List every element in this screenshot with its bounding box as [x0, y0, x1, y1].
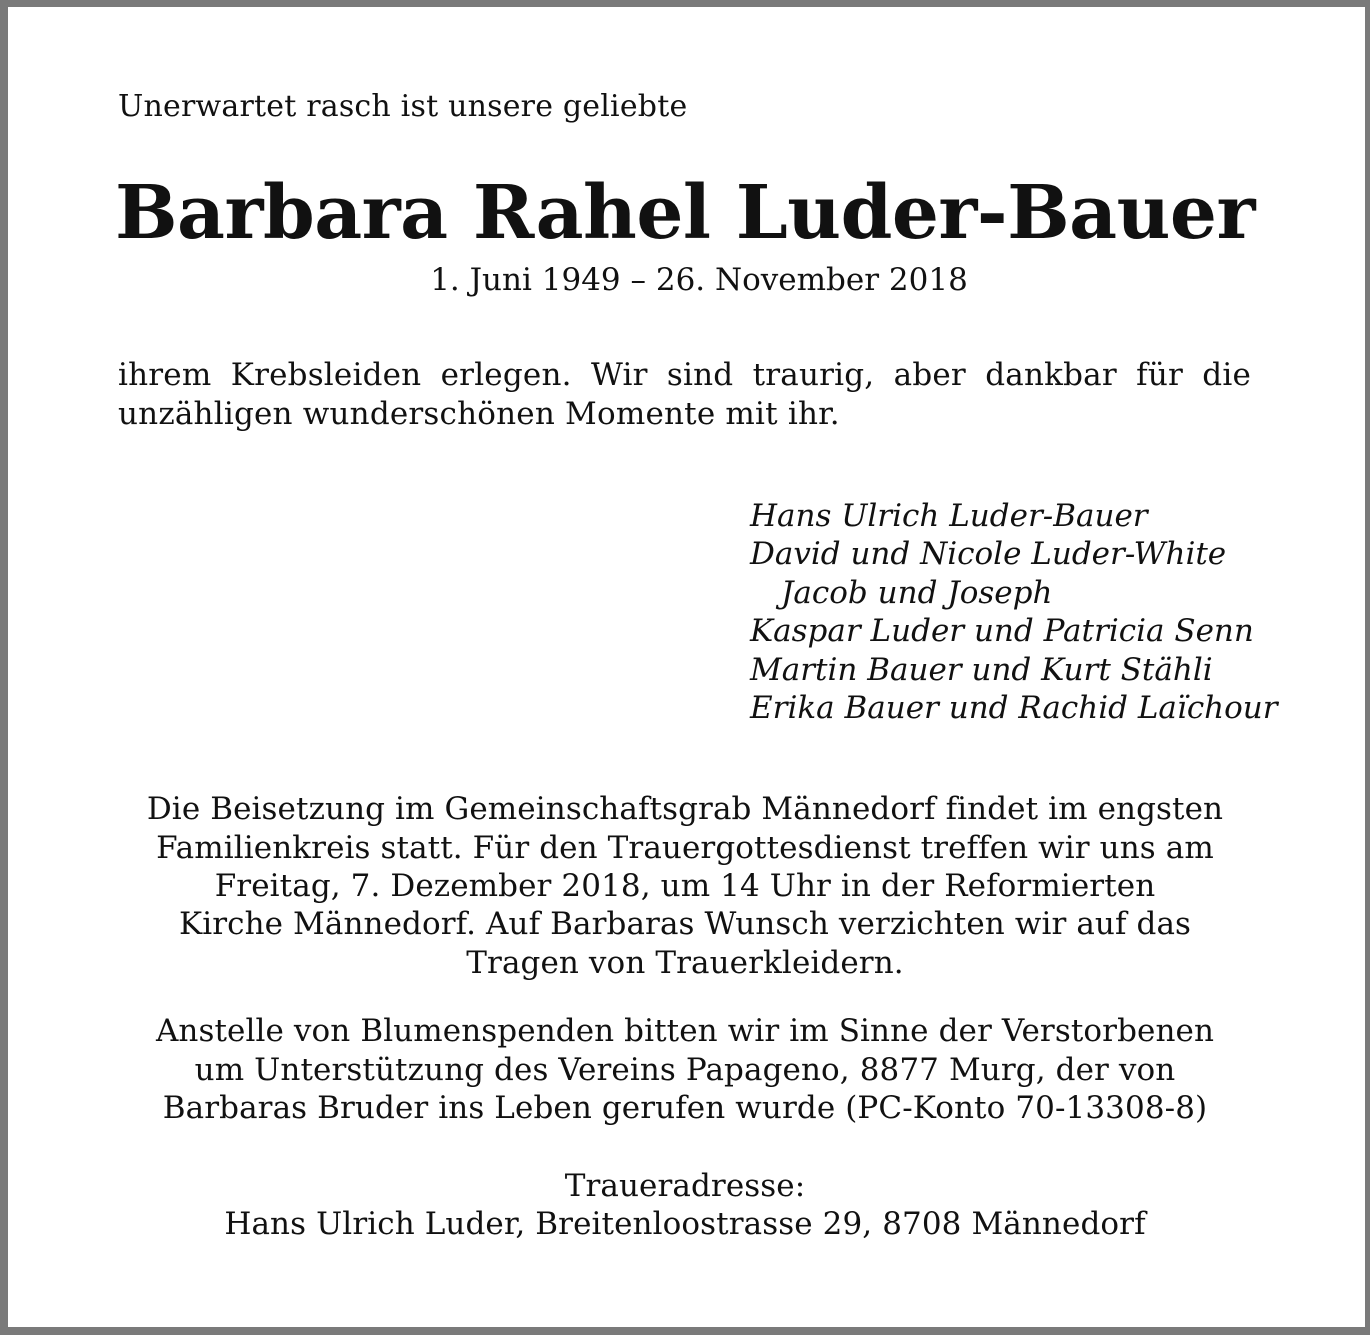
family-member: Jacob und Joseph	[781, 575, 1053, 611]
burial-line: Freitag, 7. Dezember 2018, um 14 Uhr in der Reformierten	[214, 868, 1156, 904]
burial-line: Tragen von Trauerkleidern.	[466, 945, 904, 981]
donation-line: Barbaras Bruder ins Leben gerufen wurde (PC-Konto 70-13308-8)	[162, 1090, 1208, 1126]
message-line: unzähligen wunderschönen Momente mit ihr.	[118, 396, 840, 432]
mourning-address: Hans Ulrich Luder, Breitenloostrasse 29, 8708 Männedorf	[224, 1206, 1146, 1242]
burial-line: Familienkreis statt. Für den Trauergottesdienst treffen wir uns am	[156, 830, 1214, 866]
life-dates: 1. Juni 1949 – 26. November 2018	[430, 262, 968, 298]
message-line: ihrem Krebsleiden erlegen. Wir sind traurig, aber dankbar für die	[118, 357, 1251, 393]
family-member: Martin Bauer und Kurt Stähli	[750, 652, 1213, 688]
address-label: Traueradresse:	[564, 1168, 806, 1204]
burial-line: Kirche Männedorf. Auf Barbaras Wunsch verzichten wir auf das	[178, 906, 1192, 942]
family-member: Hans Ulrich Luder-Bauer	[750, 498, 1148, 534]
burial-line: Die Beisetzung im Gemeinschaftsgrab Männedorf findet im engsten	[146, 791, 1224, 827]
family-member: Erika Bauer und Rachid Laïchour	[750, 690, 1278, 726]
family-member: Kaspar Luder und Patricia Senn	[750, 613, 1254, 649]
deceased-name: Barbara Rahel Luder-Bauer	[115, 170, 1255, 256]
donation-line: Anstelle von Blumenspenden bitten wir im Sinne der Verstorbenen	[155, 1013, 1215, 1049]
family-member: David und Nicole Luder-White	[750, 536, 1227, 572]
intro-text: Unerwartet rasch ist unsere geliebte	[118, 89, 688, 124]
donation-line: um Unterstützung des Vereins Papageno, 8877 Murg, der von	[194, 1052, 1176, 1088]
